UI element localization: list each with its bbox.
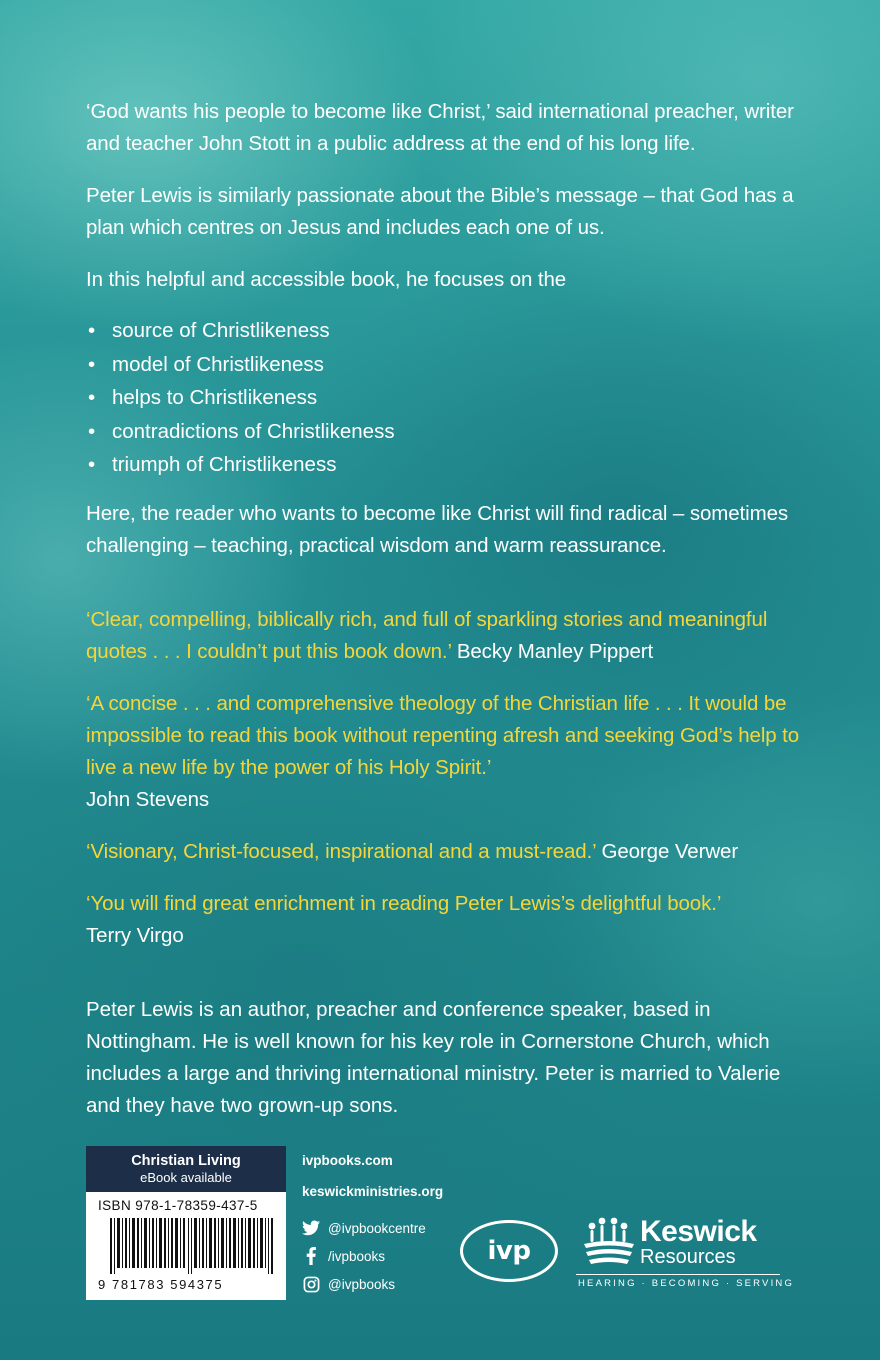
website-link-ivp[interactable]: ivpbooks.com — [302, 1153, 393, 1168]
instagram-handle: @ivpbooks — [328, 1276, 395, 1292]
isbn-number: ISBN 978-1-78359-437-5 — [98, 1198, 258, 1213]
author-bio: Peter Lewis is an author, preacher and conference speaker, based in Nottingham. He is well known for his key role in Cornerstone Church, which includes a large and thriving international ministry. Peter is married to Valerie and they have two grown-up sons. — [86, 997, 781, 1117]
endorsement-author: John Stevens — [86, 787, 210, 811]
keswick-wordmark: Keswick — [640, 1215, 757, 1248]
intro-paragraph-3: In this helpful and accessible book, he focuses on the — [86, 268, 567, 291]
focus-list — [86, 314, 806, 482]
endorsement — [86, 688, 806, 816]
focus-list-item: • model of Christlikeness — [86, 348, 806, 382]
intro-paragraph-2: Peter Lewis is similarly passionate about the Bible’s message – that God has a plan which centres on Jesus and includes each one of us. — [86, 184, 794, 239]
endorsement-text: ‘A concise . . . and comprehensive theology of the Christian life . . . It would be impossible to read this book without repenting afresh and seeking God’s help to live a new life by the power of his Holy Spirit.’ — [86, 691, 800, 779]
twitter-icon — [302, 1219, 320, 1237]
website-link-keswick[interactable]: keswickministries.org — [302, 1184, 444, 1199]
ebook-note: eBook available — [140, 1170, 232, 1185]
endorsement — [86, 604, 806, 668]
blurb — [86, 96, 806, 1122]
instagram-link[interactable] — [302, 1270, 482, 1298]
focus-list-item: • source of Christlikeness — [86, 314, 806, 348]
ivp-logo — [460, 1220, 558, 1282]
focus-list-item: • triumph of Christlikeness — [86, 448, 806, 482]
twitter-handle: @ivpbookcentre — [328, 1220, 426, 1236]
keswick-resources-logo — [576, 1212, 795, 1292]
ivp-logo-text: ivp — [487, 1236, 531, 1266]
endorsements — [86, 604, 806, 952]
endorsement-text: ‘Visionary, Christ-focused, inspirational and a must-read.’ — [86, 839, 596, 863]
barcode-panel — [86, 1146, 286, 1300]
twitter-link[interactable] — [302, 1214, 482, 1242]
endorsement-text: ‘You will find great enrichment in reading Peter Lewis’s delightful book.’ — [86, 891, 722, 915]
summary-paragraph: Here, the reader who wants to become like Christ will find radical – sometimes challenging – teaching, practical wisdom and warm reassurance. — [86, 501, 789, 557]
endorsement — [86, 836, 806, 868]
keswick-tagline: HEARING · BECOMING · SERVING — [578, 1278, 795, 1289]
endorsement-author: Becky Manley Pippert — [456, 639, 654, 663]
barcode-icon — [110, 1218, 274, 1274]
barcode-digits: 9 781783 594375 — [98, 1277, 224, 1292]
endorsement-text: ‘Clear, compelling, biblically rich, and full of sparkling stories and meaningful quotes . . . I couldn’t put this book down.’ — [86, 607, 768, 663]
instagram-icon — [302, 1275, 320, 1293]
facebook-link[interactable] — [302, 1242, 482, 1270]
facebook-icon — [302, 1247, 320, 1265]
endorsement-author: Terry Virgo — [86, 923, 184, 947]
keswick-resources-word: Resources — [640, 1246, 736, 1268]
keswick-crown-icon — [580, 1216, 638, 1272]
focus-list-item: • helps to Christlikeness — [86, 381, 806, 415]
category-label — [86, 1146, 286, 1192]
publisher-links — [302, 1152, 482, 1298]
endorsement — [86, 888, 806, 952]
category-title: Christian Living — [131, 1153, 241, 1169]
facebook-handle: /ivpbooks — [328, 1248, 386, 1264]
keswick-divider — [576, 1274, 780, 1275]
cover-footer — [86, 1146, 806, 1306]
endorsement-author: George Verwer — [601, 839, 739, 863]
focus-list-item: • contradictions of Christlikeness — [86, 415, 806, 449]
intro-paragraph-1: ‘God wants his people to become like Christ,’ said international preacher, writer and teacher John Stott in a public address at the end of his long life. — [86, 100, 794, 155]
